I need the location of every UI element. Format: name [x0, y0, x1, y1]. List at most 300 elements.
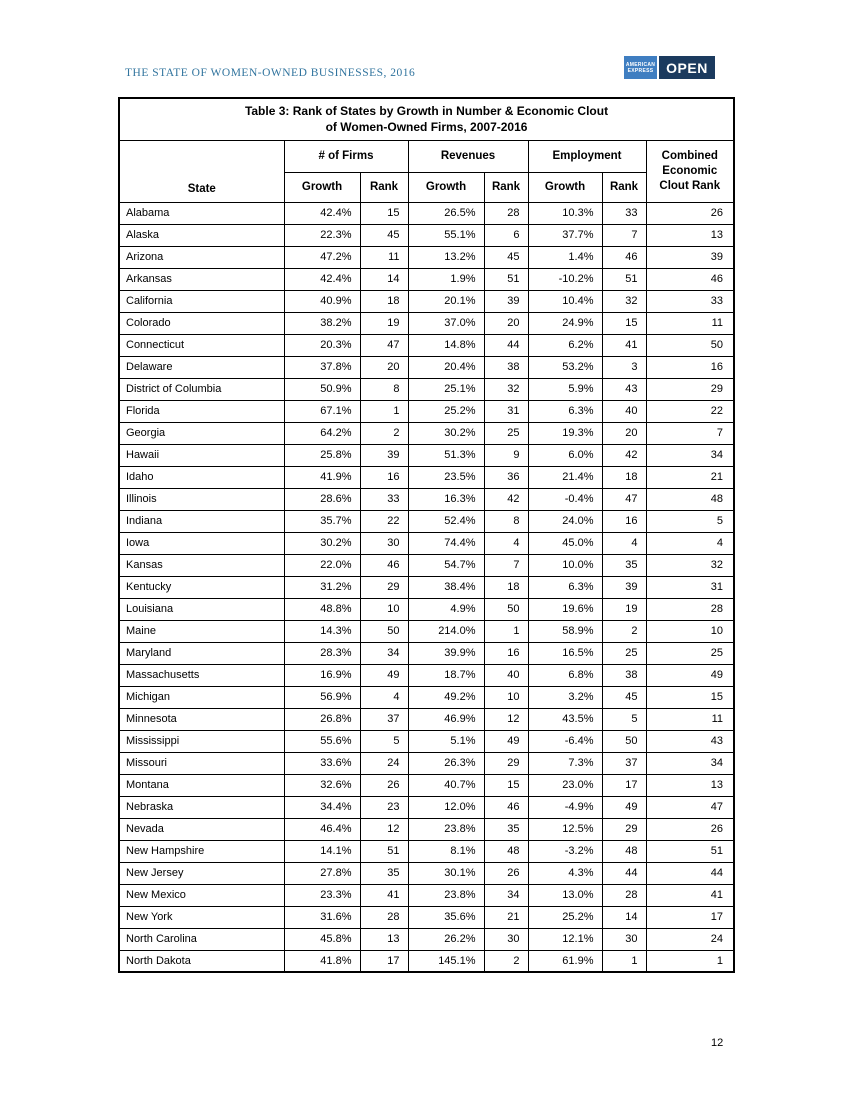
firms-rank-cell: 46 — [360, 554, 408, 576]
firms-rank-cell: 14 — [360, 268, 408, 290]
firms-growth-cell: 30.2% — [284, 532, 360, 554]
state-cell: New Jersey — [119, 862, 284, 884]
revenues-growth-cell: 145.1% — [408, 950, 484, 972]
table-row — [119, 466, 734, 488]
clout-rank-cell: 13 — [646, 224, 734, 246]
employment-growth-cell: 24.0% — [528, 510, 602, 532]
table-row — [119, 224, 734, 246]
revenues-rank-cell: 50 — [484, 598, 528, 620]
revenues-growth-cell: 40.7% — [408, 774, 484, 796]
employment-growth-cell: 61.9% — [528, 950, 602, 972]
table-row — [119, 246, 734, 268]
state-cell: Maine — [119, 620, 284, 642]
table-row — [119, 576, 734, 598]
revenues-rank-cell: 15 — [484, 774, 528, 796]
revenues-growth-cell: 23.8% — [408, 818, 484, 840]
revenues-growth-cell: 1.9% — [408, 268, 484, 290]
firms-rank-cell: 17 — [360, 950, 408, 972]
revenues-growth-cell: 26.5% — [408, 202, 484, 224]
firms-rank-cell: 15 — [360, 202, 408, 224]
table-row — [119, 642, 734, 664]
revenues-rank-cell: 40 — [484, 664, 528, 686]
revenues-rank-cell: 36 — [484, 466, 528, 488]
clout-rank-cell: 4 — [646, 532, 734, 554]
combined-header-line-3: Clout Rank — [659, 179, 721, 192]
firms-growth-cell: 42.4% — [284, 202, 360, 224]
revenues-growth-cell: 23.5% — [408, 466, 484, 488]
group-header-revenues: Revenues — [408, 140, 528, 172]
employment-rank-cell: 20 — [602, 422, 646, 444]
state-cell: Mississippi — [119, 730, 284, 752]
firms-growth-cell: 41.8% — [284, 950, 360, 972]
state-cell: Arkansas — [119, 268, 284, 290]
employment-rank-cell: 45 — [602, 686, 646, 708]
revenues-growth-cell: 8.1% — [408, 840, 484, 862]
clout-rank-cell: 16 — [646, 356, 734, 378]
clout-rank-cell: 26 — [646, 818, 734, 840]
table-row — [119, 752, 734, 774]
firms-rank-cell: 10 — [360, 598, 408, 620]
amex-word-1: AMERICAN — [625, 61, 656, 68]
firms-rank-cell: 26 — [360, 774, 408, 796]
clout-rank-cell: 1 — [646, 950, 734, 972]
state-cell: North Dakota — [119, 950, 284, 972]
employment-growth-cell: 10.4% — [528, 290, 602, 312]
table-row — [119, 862, 734, 884]
clout-rank-cell: 46 — [646, 268, 734, 290]
table-row — [119, 400, 734, 422]
table-row — [119, 950, 734, 972]
revenues-rank-cell: 48 — [484, 840, 528, 862]
employment-growth-cell: 3.2% — [528, 686, 602, 708]
revenues-rank-cell: 34 — [484, 884, 528, 906]
revenues-rank-cell: 30 — [484, 928, 528, 950]
revenues-growth-cell: 20.1% — [408, 290, 484, 312]
clout-rank-cell: 51 — [646, 840, 734, 862]
revenues-rank-cell: 28 — [484, 202, 528, 224]
employment-rank-cell: 3 — [602, 356, 646, 378]
revenues-growth-cell: 214.0% — [408, 620, 484, 642]
employment-growth-cell: 43.5% — [528, 708, 602, 730]
revenues-growth-cell: 52.4% — [408, 510, 484, 532]
revenues-rank-cell: 18 — [484, 576, 528, 598]
revenues-growth-cell: 26.3% — [408, 752, 484, 774]
revenues-rank-cell: 7 — [484, 554, 528, 576]
clout-rank-cell: 24 — [646, 928, 734, 950]
employment-rank-cell: 33 — [602, 202, 646, 224]
firms-growth-cell: 33.6% — [284, 752, 360, 774]
employment-growth-cell: 16.5% — [528, 642, 602, 664]
firms-rank-cell: 8 — [360, 378, 408, 400]
firms-rank-cell: 28 — [360, 906, 408, 928]
firms-growth-cell: 32.6% — [284, 774, 360, 796]
employment-rank-cell: 37 — [602, 752, 646, 774]
column-header-employment-growth: Growth — [528, 172, 602, 202]
clout-rank-cell: 10 — [646, 620, 734, 642]
table-row — [119, 818, 734, 840]
firms-growth-cell: 23.3% — [284, 884, 360, 906]
firms-growth-cell: 41.9% — [284, 466, 360, 488]
table-row — [119, 774, 734, 796]
states-growth-table — [118, 97, 735, 973]
employment-growth-cell: 10.3% — [528, 202, 602, 224]
employment-growth-cell: -6.4% — [528, 730, 602, 752]
state-cell: Kansas — [119, 554, 284, 576]
revenues-growth-cell: 14.8% — [408, 334, 484, 356]
column-header-employment-rank: Rank — [602, 172, 646, 202]
revenues-growth-cell: 55.1% — [408, 224, 484, 246]
state-cell: Alaska — [119, 224, 284, 246]
firms-growth-cell: 22.0% — [284, 554, 360, 576]
clout-rank-cell: 29 — [646, 378, 734, 400]
firms-growth-cell: 31.2% — [284, 576, 360, 598]
clout-rank-cell: 15 — [646, 686, 734, 708]
firms-rank-cell: 19 — [360, 312, 408, 334]
table-row — [119, 620, 734, 642]
table-row — [119, 268, 734, 290]
firms-rank-cell: 49 — [360, 664, 408, 686]
clout-rank-cell: 22 — [646, 400, 734, 422]
employment-rank-cell: 43 — [602, 378, 646, 400]
firms-growth-cell: 31.6% — [284, 906, 360, 928]
column-header-combined-clout — [646, 140, 734, 202]
revenues-rank-cell: 6 — [484, 224, 528, 246]
clout-rank-cell: 49 — [646, 664, 734, 686]
revenues-rank-cell: 29 — [484, 752, 528, 774]
firms-rank-cell: 16 — [360, 466, 408, 488]
revenues-rank-cell: 51 — [484, 268, 528, 290]
employment-rank-cell: 15 — [602, 312, 646, 334]
table-row — [119, 686, 734, 708]
table-row — [119, 554, 734, 576]
clout-rank-cell: 17 — [646, 906, 734, 928]
table-row — [119, 510, 734, 532]
revenues-growth-cell: 39.9% — [408, 642, 484, 664]
revenues-growth-cell: 38.4% — [408, 576, 484, 598]
report-header: THE STATE OF WOMEN-OWNED BUSINESSES, 2016 — [125, 67, 416, 79]
firms-rank-cell: 23 — [360, 796, 408, 818]
revenues-rank-cell: 9 — [484, 444, 528, 466]
firms-rank-cell: 41 — [360, 884, 408, 906]
employment-growth-cell: 19.6% — [528, 598, 602, 620]
employment-rank-cell: 30 — [602, 928, 646, 950]
employment-rank-cell: 49 — [602, 796, 646, 818]
clout-rank-cell: 28 — [646, 598, 734, 620]
state-cell: Hawaii — [119, 444, 284, 466]
clout-rank-cell: 11 — [646, 708, 734, 730]
state-cell: Nebraska — [119, 796, 284, 818]
firms-growth-cell: 55.6% — [284, 730, 360, 752]
revenues-rank-cell: 38 — [484, 356, 528, 378]
firms-rank-cell: 12 — [360, 818, 408, 840]
clout-rank-cell: 44 — [646, 862, 734, 884]
revenues-growth-cell: 25.1% — [408, 378, 484, 400]
firms-growth-cell: 38.2% — [284, 312, 360, 334]
revenues-rank-cell: 2 — [484, 950, 528, 972]
revenues-growth-cell: 74.4% — [408, 532, 484, 554]
employment-growth-cell: 19.3% — [528, 422, 602, 444]
employment-rank-cell: 1 — [602, 950, 646, 972]
employment-growth-cell: 23.0% — [528, 774, 602, 796]
firms-rank-cell: 35 — [360, 862, 408, 884]
employment-rank-cell: 32 — [602, 290, 646, 312]
clout-rank-cell: 13 — [646, 774, 734, 796]
table-title — [119, 98, 734, 140]
table-row — [119, 906, 734, 928]
table-title-line-2: of Women-Owned Firms, 2007-2016 — [325, 120, 528, 135]
employment-growth-cell: -0.4% — [528, 488, 602, 510]
state-cell: Michigan — [119, 686, 284, 708]
column-header-firms-growth: Growth — [284, 172, 360, 202]
revenues-rank-cell: 16 — [484, 642, 528, 664]
clout-rank-cell: 11 — [646, 312, 734, 334]
group-header-employment: Employment — [528, 140, 646, 172]
firms-rank-cell: 51 — [360, 840, 408, 862]
table-row — [119, 202, 734, 224]
revenues-rank-cell: 44 — [484, 334, 528, 356]
revenues-growth-cell: 30.2% — [408, 422, 484, 444]
group-header-firms: # of Firms — [284, 140, 408, 172]
employment-rank-cell: 5 — [602, 708, 646, 730]
firms-rank-cell: 20 — [360, 356, 408, 378]
revenues-rank-cell: 31 — [484, 400, 528, 422]
firms-growth-cell: 28.6% — [284, 488, 360, 510]
clout-rank-cell: 48 — [646, 488, 734, 510]
employment-rank-cell: 2 — [602, 620, 646, 642]
table-row — [119, 444, 734, 466]
firms-growth-cell: 46.4% — [284, 818, 360, 840]
state-cell: New Hampshire — [119, 840, 284, 862]
table-row — [119, 488, 734, 510]
open-logo — [659, 56, 715, 79]
clout-rank-cell: 33 — [646, 290, 734, 312]
revenues-growth-cell: 18.7% — [408, 664, 484, 686]
employment-growth-cell: 13.0% — [528, 884, 602, 906]
table-title-line-1: Table 3: Rank of States by Growth in Number & Economic Clout — [244, 104, 609, 119]
state-cell: Florida — [119, 400, 284, 422]
state-cell: District of Columbia — [119, 378, 284, 400]
employment-growth-cell: 5.9% — [528, 378, 602, 400]
state-cell: Montana — [119, 774, 284, 796]
revenues-growth-cell: 13.2% — [408, 246, 484, 268]
open-logo-label: OPEN — [666, 59, 708, 76]
employment-growth-cell: 24.9% — [528, 312, 602, 334]
state-cell: Massachusetts — [119, 664, 284, 686]
table-row — [119, 730, 734, 752]
firms-growth-cell: 48.8% — [284, 598, 360, 620]
employment-rank-cell: 50 — [602, 730, 646, 752]
clout-rank-cell: 39 — [646, 246, 734, 268]
clout-rank-cell: 47 — [646, 796, 734, 818]
employment-rank-cell: 18 — [602, 466, 646, 488]
revenues-growth-cell: 25.2% — [408, 400, 484, 422]
table-row — [119, 532, 734, 554]
firms-growth-cell: 22.3% — [284, 224, 360, 246]
firms-growth-cell: 64.2% — [284, 422, 360, 444]
employment-growth-cell: 58.9% — [528, 620, 602, 642]
clout-rank-cell: 5 — [646, 510, 734, 532]
state-cell: California — [119, 290, 284, 312]
state-cell: Maryland — [119, 642, 284, 664]
firms-growth-cell: 45.8% — [284, 928, 360, 950]
table-row — [119, 312, 734, 334]
table-head — [119, 98, 734, 202]
column-header-state: State — [119, 140, 284, 202]
employment-rank-cell: 41 — [602, 334, 646, 356]
column-header-firms-rank: Rank — [360, 172, 408, 202]
table-row — [119, 290, 734, 312]
firms-growth-cell: 37.8% — [284, 356, 360, 378]
firms-rank-cell: 50 — [360, 620, 408, 642]
employment-growth-cell: 12.1% — [528, 928, 602, 950]
table-row — [119, 796, 734, 818]
revenues-growth-cell: 54.7% — [408, 554, 484, 576]
state-cell: Arizona — [119, 246, 284, 268]
employment-growth-cell: 6.3% — [528, 576, 602, 598]
revenues-rank-cell: 42 — [484, 488, 528, 510]
american-express-logo-icon — [624, 56, 657, 79]
employment-growth-cell: 10.0% — [528, 554, 602, 576]
revenues-growth-cell: 16.3% — [408, 488, 484, 510]
state-cell: Kentucky — [119, 576, 284, 598]
state-cell: Georgia — [119, 422, 284, 444]
state-cell: Nevada — [119, 818, 284, 840]
firms-rank-cell: 34 — [360, 642, 408, 664]
revenues-rank-cell: 25 — [484, 422, 528, 444]
state-cell: Colorado — [119, 312, 284, 334]
employment-rank-cell: 39 — [602, 576, 646, 598]
amex-open-logo — [624, 56, 715, 79]
group-header-row — [119, 140, 734, 172]
firms-rank-cell: 2 — [360, 422, 408, 444]
firms-growth-cell: 47.2% — [284, 246, 360, 268]
firms-rank-cell: 4 — [360, 686, 408, 708]
revenues-rank-cell: 20 — [484, 312, 528, 334]
revenues-rank-cell: 21 — [484, 906, 528, 928]
revenues-growth-cell: 46.9% — [408, 708, 484, 730]
revenues-rank-cell: 46 — [484, 796, 528, 818]
revenues-rank-cell: 1 — [484, 620, 528, 642]
employment-growth-cell: 1.4% — [528, 246, 602, 268]
state-cell: North Carolina — [119, 928, 284, 950]
firms-growth-cell: 14.1% — [284, 840, 360, 862]
state-cell: Louisiana — [119, 598, 284, 620]
firms-rank-cell: 1 — [360, 400, 408, 422]
table-row — [119, 356, 734, 378]
clout-rank-cell: 50 — [646, 334, 734, 356]
revenues-growth-cell: 30.1% — [408, 862, 484, 884]
employment-rank-cell: 51 — [602, 268, 646, 290]
employment-growth-cell: 37.7% — [528, 224, 602, 246]
column-header-revenues-growth: Growth — [408, 172, 484, 202]
employment-growth-cell: 21.4% — [528, 466, 602, 488]
employment-rank-cell: 17 — [602, 774, 646, 796]
table-row — [119, 840, 734, 862]
revenues-rank-cell: 4 — [484, 532, 528, 554]
employment-rank-cell: 40 — [602, 400, 646, 422]
clout-rank-cell: 26 — [646, 202, 734, 224]
amex-word-2: EXPRESS — [627, 67, 654, 74]
firms-rank-cell: 45 — [360, 224, 408, 246]
table-row — [119, 928, 734, 950]
employment-rank-cell: 42 — [602, 444, 646, 466]
firms-growth-cell: 26.8% — [284, 708, 360, 730]
revenues-rank-cell: 8 — [484, 510, 528, 532]
revenues-rank-cell: 45 — [484, 246, 528, 268]
firms-growth-cell: 14.3% — [284, 620, 360, 642]
table-row — [119, 422, 734, 444]
state-cell: Minnesota — [119, 708, 284, 730]
revenues-rank-cell: 49 — [484, 730, 528, 752]
state-cell: Indiana — [119, 510, 284, 532]
revenues-rank-cell: 10 — [484, 686, 528, 708]
table-body — [119, 202, 734, 972]
clout-rank-cell: 43 — [646, 730, 734, 752]
clout-rank-cell: 21 — [646, 466, 734, 488]
employment-rank-cell: 47 — [602, 488, 646, 510]
employment-rank-cell: 35 — [602, 554, 646, 576]
employment-rank-cell: 29 — [602, 818, 646, 840]
firms-growth-cell: 56.9% — [284, 686, 360, 708]
firms-growth-cell: 42.4% — [284, 268, 360, 290]
revenues-growth-cell: 35.6% — [408, 906, 484, 928]
firms-rank-cell: 47 — [360, 334, 408, 356]
firms-rank-cell: 22 — [360, 510, 408, 532]
firms-rank-cell: 13 — [360, 928, 408, 950]
employment-rank-cell: 48 — [602, 840, 646, 862]
employment-rank-cell: 38 — [602, 664, 646, 686]
revenues-rank-cell: 12 — [484, 708, 528, 730]
firms-growth-cell: 27.8% — [284, 862, 360, 884]
state-cell: Missouri — [119, 752, 284, 774]
employment-growth-cell: 6.0% — [528, 444, 602, 466]
table-container — [118, 97, 735, 973]
state-cell: Delaware — [119, 356, 284, 378]
revenues-rank-cell: 26 — [484, 862, 528, 884]
clout-rank-cell: 32 — [646, 554, 734, 576]
employment-rank-cell: 25 — [602, 642, 646, 664]
firms-rank-cell: 30 — [360, 532, 408, 554]
firms-rank-cell: 39 — [360, 444, 408, 466]
state-cell: Illinois — [119, 488, 284, 510]
revenues-growth-cell: 26.2% — [408, 928, 484, 950]
employment-rank-cell: 4 — [602, 532, 646, 554]
state-cell: New Mexico — [119, 884, 284, 906]
employment-rank-cell: 44 — [602, 862, 646, 884]
firms-rank-cell: 5 — [360, 730, 408, 752]
employment-growth-cell: 25.2% — [528, 906, 602, 928]
state-cell: New York — [119, 906, 284, 928]
clout-rank-cell: 7 — [646, 422, 734, 444]
employment-rank-cell: 7 — [602, 224, 646, 246]
firms-growth-cell: 28.3% — [284, 642, 360, 664]
employment-growth-cell: 6.3% — [528, 400, 602, 422]
table-title-row — [119, 98, 734, 140]
firms-growth-cell: 40.9% — [284, 290, 360, 312]
firms-growth-cell: 35.7% — [284, 510, 360, 532]
employment-rank-cell: 16 — [602, 510, 646, 532]
table-row — [119, 334, 734, 356]
clout-rank-cell: 31 — [646, 576, 734, 598]
revenues-growth-cell: 51.3% — [408, 444, 484, 466]
firms-rank-cell: 11 — [360, 246, 408, 268]
state-cell: Connecticut — [119, 334, 284, 356]
employment-growth-cell: -4.9% — [528, 796, 602, 818]
employment-growth-cell: -3.2% — [528, 840, 602, 862]
table-row — [119, 378, 734, 400]
revenues-rank-cell: 32 — [484, 378, 528, 400]
revenues-growth-cell: 4.9% — [408, 598, 484, 620]
